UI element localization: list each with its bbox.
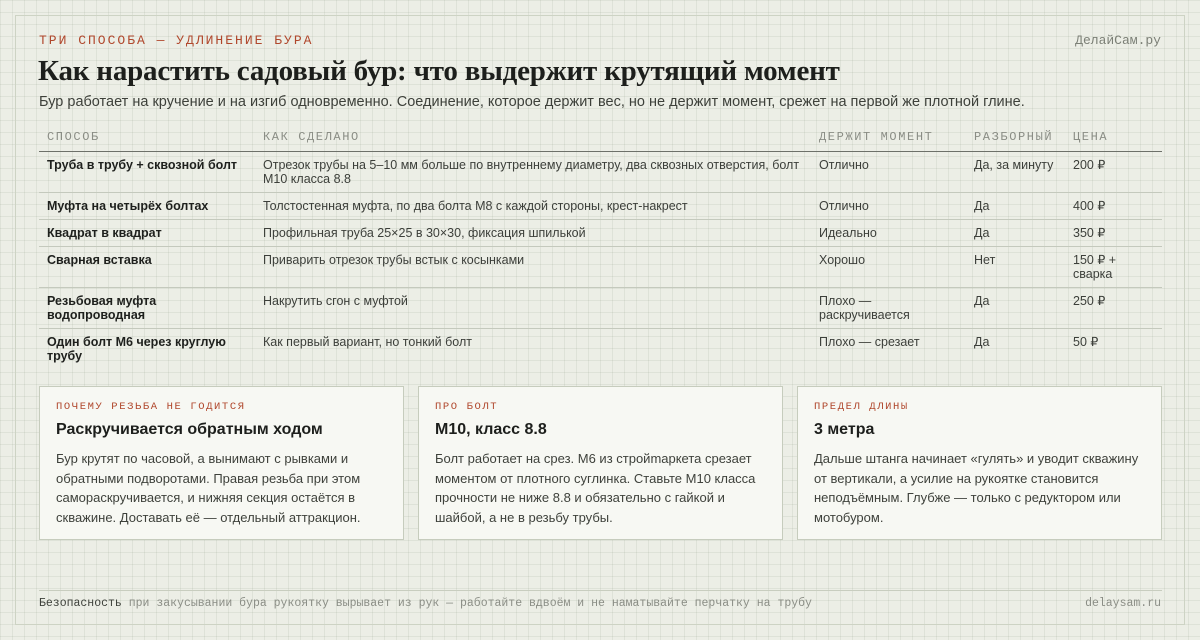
header-kicker: ТРИ СПОСОБА — УДЛИНЕНИЕ БУРА	[39, 33, 314, 48]
removable-value: Да	[966, 193, 1065, 220]
table-row	[39, 329, 1162, 370]
removable-value: Да	[966, 288, 1065, 329]
method-description: Накрутить сгон с муфтой	[255, 288, 811, 329]
method-name: Сварная вставка	[39, 247, 255, 288]
card-body: Болт работает на срез. М6 из стройmаркета срезает моментом от плотного суглинка. Ставьте М10 класса прочности не ниже 8.8 и обязательно с гайкой и шайбой, а не в резьбу трубы.	[435, 451, 756, 525]
safety-note	[39, 597, 812, 610]
table-row	[39, 288, 1162, 329]
table-row	[39, 220, 1162, 247]
torque-rating: Идеально	[811, 220, 966, 247]
method-description: Профильная труба 25×25 в 30×30, фиксация шпилькой	[255, 220, 811, 247]
footer-site[interactable]: delaysam.ru	[1085, 597, 1161, 610]
removable-value: Да, за минуту	[966, 152, 1065, 193]
column-header-price: ЦЕНА	[1065, 124, 1162, 152]
card-body: Дальше штанга начинает «гулять» и уводит скважину от вертикали, а усилие на рукоятке становится неподъёмным. Глубже — только с редуктором или мотобуром.	[814, 451, 1139, 525]
method-description: Приварить отрезок трубы встык с косынками	[255, 247, 811, 288]
methods-table	[39, 124, 1162, 369]
method-description: Как первый вариант, но тонкий болт	[263, 335, 472, 349]
table-row	[39, 152, 1162, 193]
page-subtitle: Бур работает на кручение и на изгиб одновременно. Соединение, которое держит вес, но не держит момент, срежет на первой же плотной глине.	[39, 94, 1025, 110]
footer-divider	[39, 590, 1162, 591]
info-card-bolt	[418, 386, 783, 540]
removable-value: Да	[974, 335, 990, 349]
price-value: 50 ₽	[1073, 335, 1099, 349]
price-value: 400 ₽	[1065, 193, 1162, 220]
method-description: Толстостенная муфта, по два болта М8 с каждой стороны, крест-накрест	[255, 193, 811, 220]
table-row	[39, 247, 1162, 288]
column-header-how: КАК СДЕЛАНО	[255, 124, 811, 152]
safety-label: Безопасность	[39, 597, 122, 610]
price-value: 200 ₽	[1065, 152, 1162, 193]
card-heading: Раскручивается обратным ходом	[56, 421, 323, 438]
removable-value: Нет	[966, 247, 1065, 288]
torque-rating: Отлично	[811, 152, 966, 193]
page-title: Как нарастить садовый бур: что выдержит крутящий момент	[38, 55, 840, 87]
info-card-length	[797, 386, 1162, 540]
method-name: Труба в трубу + сквозной болт	[39, 152, 255, 193]
card-heading: 3 метра	[814, 421, 875, 438]
info-card-thread	[39, 386, 404, 540]
torque-rating: Хорошо	[811, 247, 966, 288]
torque-rating: Плохо — срезает	[819, 335, 920, 349]
card-kicker: ПОЧЕМУ РЕЗЬБА НЕ ГОДИТСЯ	[56, 401, 246, 413]
price-value: 250 ₽	[1065, 288, 1162, 329]
method-description: Отрезок трубы на 5–10 мм больше по внутреннему диаметру, два сквозных отверстия, болт М10 класса 8.8	[255, 152, 811, 193]
card-kicker: ПРЕДЕЛ ДЛИНЫ	[814, 401, 909, 413]
method-name: Один болт М6 через круглую трубу	[47, 335, 226, 363]
column-header-removable: РАЗБОРНЫЙ	[966, 124, 1065, 152]
column-header-torque: ДЕРЖИТ МОМЕНТ	[811, 124, 966, 152]
card-body: Бур крутят по часовой, а вынимают с рывками и обратными подворотами. Правая резьба при этом самораскручивается, и нижняя секция остаётся в скважине. Доставать её — отдельный аттракцион.	[56, 451, 361, 525]
price-value: 350 ₽	[1065, 220, 1162, 247]
method-name: Муфта на четырёх болтах	[39, 193, 255, 220]
safety-text: при закусывании бура рукоятку вырывает из рук — работайте вдвоём и не наматывайте перчатку на трубу	[128, 597, 812, 610]
card-heading: М10, класс 8.8	[435, 421, 547, 438]
method-name: Квадрат в квадрат	[39, 220, 255, 247]
removable-value: Да	[966, 220, 1065, 247]
table-row	[39, 193, 1162, 220]
column-header-method: СПОСОБ	[39, 124, 255, 152]
torque-rating: Плохо — раскручивается	[811, 288, 966, 329]
table-header-row	[39, 124, 1162, 152]
price-value: 150 ₽ + сварка	[1065, 247, 1162, 288]
site-name[interactable]: ДелайСам.ру	[1075, 33, 1161, 48]
method-name: Резьбовая муфта водопроводная	[39, 288, 255, 329]
card-kicker: ПРО БОЛТ	[435, 401, 499, 413]
torque-rating: Отлично	[811, 193, 966, 220]
